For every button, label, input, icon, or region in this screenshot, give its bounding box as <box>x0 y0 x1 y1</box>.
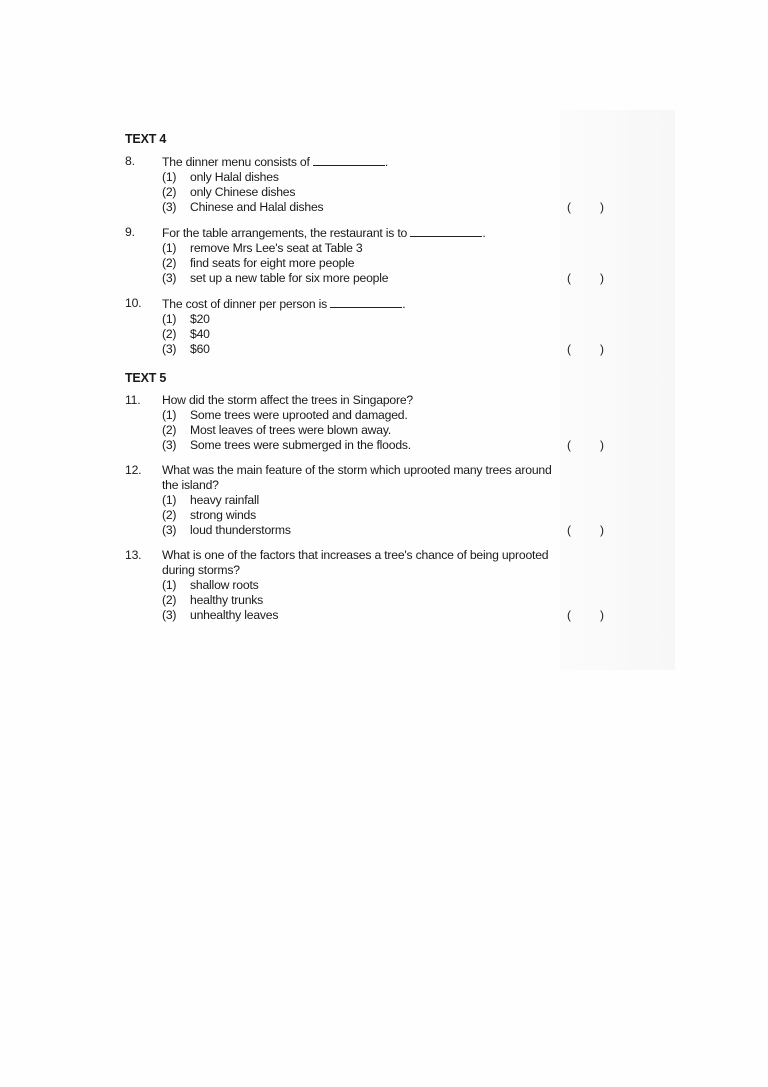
question-stem: How did the storm affect the trees in Singapore? <box>162 393 413 407</box>
option-1: (1) only Halal dishes <box>162 170 279 184</box>
option-3: (3) unhealthy leaves ( ) <box>162 608 604 622</box>
option-2: (2) only Chinese dishes <box>162 185 296 199</box>
answer-blank <box>410 225 482 237</box>
worksheet-content <box>125 132 625 633</box>
option-2: (2) find seats for eight more people <box>162 256 355 270</box>
answer-bracket-open: ( <box>567 200 571 214</box>
answer-blank <box>330 296 402 308</box>
answer-bracket-close: ) <box>600 271 604 285</box>
question-13 <box>125 548 625 623</box>
answer-bracket-open: ( <box>567 342 571 356</box>
question-number: 12. <box>125 463 142 477</box>
option-3: (3) Some trees were submerged in the floods. ( ) <box>162 438 604 452</box>
question-10: 10. The cost of dinner per person is . (1) $20 (2) $40 (3) $60 ( ) <box>125 296 625 357</box>
question-stem-line-1: What is one of the factors that increases a tree's chance of being uprooted <box>162 548 549 562</box>
question-number: 8. <box>125 154 135 168</box>
answer-bracket-close: ) <box>600 438 604 452</box>
answer-bracket-close: ) <box>600 523 604 537</box>
answer-bracket-open: ( <box>567 523 571 537</box>
option-3: (3) $60 ( ) <box>162 342 604 356</box>
option-3: (3) loud thunderstorms ( ) <box>162 523 604 537</box>
answer-bracket-open: ( <box>567 271 571 285</box>
question-stem: For the table arrangements, the restaurant is to <box>162 226 408 240</box>
option-3: (3) set up a new table for six more people ( ) <box>162 271 604 285</box>
section-title-text-5: TEXT 5 <box>125 371 167 385</box>
question-9: 9. For the table arrangements, the restaurant is to . (1) remove Mrs Lee's seat at Table 3 (2) find seats for eight more people (3) set up a new table for six more people ( ) <box>125 225 625 286</box>
options-list <box>162 578 625 623</box>
question-number: 11. <box>125 393 141 407</box>
answer-bracket-open: ( <box>567 438 571 452</box>
options-list <box>162 312 625 357</box>
question-stem: The cost of dinner per person is <box>162 297 327 311</box>
question-stem: The dinner menu consists of <box>162 155 310 169</box>
option-2: (2) strong winds <box>162 508 257 522</box>
question-number: 9. <box>125 225 135 239</box>
question-stem-line-2: the island? <box>162 478 219 492</box>
option-1: (1) remove Mrs Lee's seat at Table 3 <box>162 241 363 255</box>
option-1: (1) $20 <box>162 312 210 326</box>
question-number: 13. <box>125 548 142 562</box>
option-2: (2) $40 <box>162 327 210 341</box>
option-2: (2) Most leaves of trees were blown away. <box>162 423 392 437</box>
options-list <box>162 493 625 538</box>
question-8: 8. The dinner menu consists of . (1) only Halal dishes (2) only Chinese dishes (3) Chinese and Halal dishes ( ) <box>125 154 625 215</box>
question-11 <box>125 393 625 453</box>
question-12 <box>125 463 625 538</box>
answer-blank <box>313 154 385 166</box>
options-list <box>162 241 625 286</box>
option-2: (2) healthy trunks <box>162 593 264 607</box>
options-list <box>162 408 625 453</box>
option-1: (1) shallow roots <box>162 578 259 592</box>
answer-bracket-close: ) <box>600 342 604 356</box>
question-number: 10. <box>125 296 142 310</box>
option-1: (1) Some trees were uprooted and damaged. <box>162 408 408 422</box>
answer-bracket-close: ) <box>600 608 604 622</box>
answer-bracket-open: ( <box>567 608 571 622</box>
option-3: (3) Chinese and Halal dishes ( ) <box>162 200 604 214</box>
options-list <box>162 170 625 215</box>
answer-bracket-close: ) <box>600 200 604 214</box>
question-stem-line-1: What was the main feature of the storm which uprooted many trees around <box>162 463 552 477</box>
section-title-text-4: TEXT 4 <box>125 132 167 146</box>
question-stem-line-2: during storms? <box>162 563 240 577</box>
option-1: (1) heavy rainfall <box>162 493 260 507</box>
